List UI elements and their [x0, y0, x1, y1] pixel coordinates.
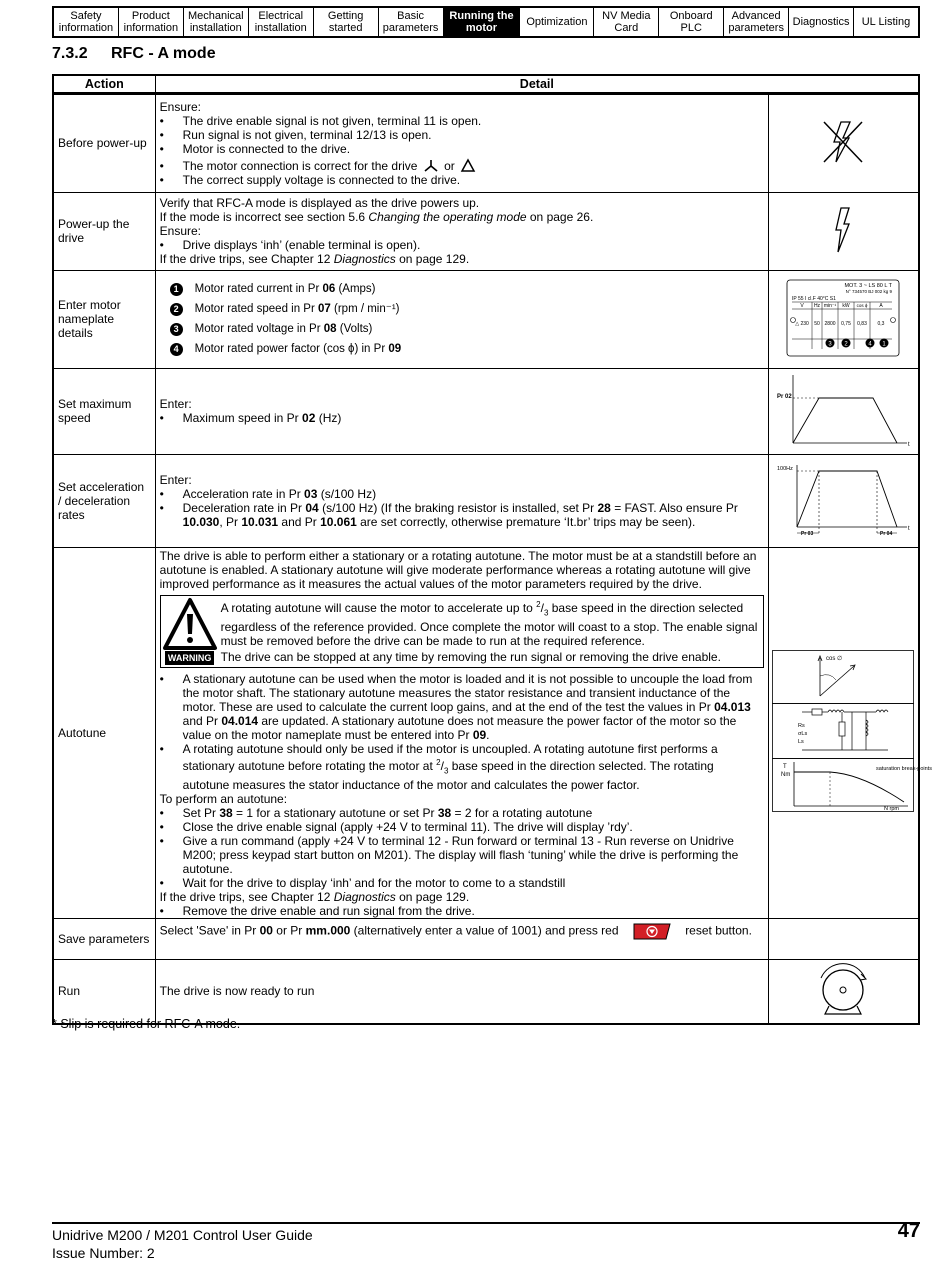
section-heading [52, 45, 216, 63]
autotune-intro: The drive is able to perform either a stationary or a rotating autotune. The motor must be at a standstill before an autotune is enabled. A stationary autotune will give moderate performance whereas a rotating autotune will give improved performance as it measures the actual values of the motor parameters required by the drive. [159, 548, 757, 591]
svg-text:cos ∅: cos ∅ [826, 656, 843, 663]
svg-text:kW: kW [842, 302, 850, 309]
svg-text:cos ϕ: cos ϕ [856, 302, 868, 308]
svg-text:Rs: Rs [798, 723, 806, 730]
action-label: Set acceleration / deceleration rates [53, 454, 155, 547]
svg-text:50: 50 [814, 320, 821, 327]
tab-optimization[interactable]: Optimization [520, 8, 594, 36]
svg-text:100Hz: 100Hz [777, 466, 794, 472]
figure-cell [768, 192, 919, 270]
svg-text:0,83: 0,83 [857, 320, 868, 327]
no-power-icon [822, 118, 864, 166]
motor-running-icon [815, 962, 871, 1018]
ramp-rate-graph [773, 459, 913, 539]
tab-product-information[interactable]: Product information [119, 8, 184, 36]
detail-text: If the drive trips, see Chapter 12 Diagnostics on page 129. [159, 252, 470, 266]
svg-text:Pr 02: Pr 02 [777, 393, 792, 400]
figure-cell [768, 368, 919, 454]
footnote: * Slip is required for RFC-A mode. [52, 1017, 241, 1031]
svg-text:N rpm: N rpm [884, 806, 900, 813]
svg-text:σLs: σLs [798, 731, 808, 738]
detail: The drive is now ready to run [155, 959, 768, 1024]
reset-button-icon [632, 923, 672, 940]
action-label: Before power-up [53, 93, 155, 192]
tab-nv-media-card[interactable]: NV Media Card [594, 8, 659, 36]
list-item: • Motor is connected to the drive. [160, 142, 764, 156]
detail-text: If the drive trips, see Chapter 12 Diagnostics on page 129. [159, 889, 470, 904]
section-number: 7.3.2 [52, 45, 88, 62]
detail-text: Enter: [159, 397, 192, 411]
svg-text:T: T [783, 764, 787, 771]
step-item: 1 Motor rated current in Pr 06 (Amps) [160, 282, 764, 296]
svg-text:2800: 2800 [824, 320, 836, 327]
detail-text: Enter: [159, 472, 192, 487]
footer-info [52, 1226, 313, 1262]
svg-text:0,3: 0,3 [877, 320, 885, 327]
list-item [160, 156, 764, 173]
svg-text:4: 4 [868, 341, 872, 347]
figure-cell [768, 93, 919, 192]
figure-cell [768, 547, 933, 918]
step-number: 4 [170, 343, 183, 356]
list-item: • Drive displays ‘inh’ (enable terminal is open). [160, 238, 764, 252]
list-item-text: The motor connection is correct for the drive [182, 158, 418, 173]
row-max-speed [53, 368, 919, 454]
list-item: • The drive enable signal is not given, terminal 11 is open. [160, 114, 764, 128]
svg-text:A: A [879, 302, 883, 309]
svg-text:min⁻¹: min⁻¹ [824, 302, 837, 309]
tab-running-the-motor[interactable]: Running the motor [444, 8, 521, 36]
detail [155, 192, 768, 270]
svg-text:Pr 03: Pr 03 [801, 531, 814, 537]
warning-label: WARNING [165, 651, 215, 665]
row-run [53, 959, 919, 1024]
tab-basic-parameters[interactable]: Basic parameters [379, 8, 444, 36]
svg-text:2: 2 [844, 341, 848, 347]
list-item: • A stationary autotune can be used when the motor is loaded and it is not possible to uncouple the load from the motor shaft. The stationary autotune measures the stator resistance and transient inductance of the motor. These are used to calculate the current loop gains, and at the end of the test the values in Pr 04.013 and Pr 04.014 are updated. A stationary autotune does not measure the power factor of the motor so the value on the motor nameplate must be entered into Pr 09. [160, 672, 764, 742]
tab-diagnostics[interactable]: Diagnostics [789, 8, 854, 36]
list-item: • Deceleration rate in Pr 04 (s/100 Hz) (If the braking resistor is installed, set Pr 28 = FAST. Also ensure Pr 10.030, Pr 10.031 and Pr 10.061 are set correctly, otherwise premature ‘It.br’ trips may be seen). [160, 501, 764, 529]
list-item: • Give a run command (apply +24 V to terminal 12 - Run forward or terminal 13 - Run reverse on Unidrive M200; press keypad start button on M201). The display will flash ‘tuning’ while the drive is performing the autotune. [160, 834, 764, 876]
row-before-power-up [53, 93, 919, 192]
detail: Select 'Save' in Pr 00 or Pr mm.000 (alternatively enter a value of 1001) and press red reset button. [155, 918, 768, 959]
action-label: Autotune [53, 547, 155, 918]
svg-text:0,75: 0,75 [841, 320, 852, 327]
list-item: • Acceleration rate in Pr 03 (s/100 Hz) [160, 487, 764, 501]
tab-mechanical-installation[interactable]: Mechanical installation [184, 8, 249, 36]
svg-text:Nm: Nm [781, 772, 791, 779]
guide-title: Unidrive M200 / M201 Control User Guide [52, 1227, 313, 1243]
step-item: 3 Motor rated voltage in Pr 08 (Volts) [160, 322, 764, 336]
step-number: 1 [170, 283, 183, 296]
figure-cell [768, 454, 919, 547]
warning-text: A rotating autotune will cause the motor to accelerate up to $^2/_3$ base speed in the direction selected regardless of the reference provided. Once complete the motor will coast to a stop. The enable signal must be removed before the drive can be made to run at the required reference. The drive can be stopped at any time by removing the run signal or removing the drive enable. [220, 599, 758, 664]
figure-cell [768, 959, 919, 1024]
row-autotune [53, 547, 919, 918]
svg-text:Ls: Ls [798, 739, 805, 746]
autotune-figure [772, 650, 933, 813]
motor-nameplate-figure [786, 279, 900, 357]
tab-safety-information[interactable]: Safety information [54, 8, 119, 36]
figure-cell [768, 270, 919, 368]
warning-icon [163, 598, 217, 650]
list-item: • Maximum speed in Pr 02 (Hz) [160, 411, 764, 425]
header-action: Action [53, 75, 155, 93]
list-item: • The correct supply voltage is connected to the drive. [160, 173, 764, 187]
detail [155, 454, 768, 547]
tab-onboard-plc[interactable]: Onboard PLC [659, 8, 724, 36]
step-item: 4 Motor rated power factor (cos ϕ) in Pr 09 [160, 342, 764, 356]
issue-number: Issue Number: 2 [52, 1245, 155, 1261]
tab-electrical-installation[interactable]: Electrical installation [249, 8, 314, 36]
header-detail: Detail [155, 75, 919, 93]
section-title: RFC - A mode [111, 45, 216, 62]
list-item: • Close the drive enable signal (apply +24 V to terminal 11). The drive will display ’rdy’. [160, 820, 764, 834]
power-bolt-icon [833, 206, 853, 254]
footer-divider [52, 1222, 920, 1224]
tab-getting-started[interactable]: Getting started [314, 8, 379, 36]
detail [155, 547, 768, 918]
detail-text: Ensure: [159, 224, 201, 238]
action-label: Run [53, 959, 155, 1024]
detail-text: Verify that RFC-A mode is displayed as the drive powers up. [159, 196, 480, 210]
warning-box [160, 595, 764, 668]
action-label: Set maximum speed [53, 368, 155, 454]
svg-text:1: 1 [882, 341, 886, 347]
list-item: • A rotating autotune should only be used if the motor is uncoupled. A rotating autotune first performs a stationary autotune before rotating the motor at $^2/_3$ base speed in the direction selected. The rotating autotune measures the stator inductance of the motor and calculates the power factor. [160, 742, 764, 792]
detail-text: If the mode is incorrect see section 5.6 Changing the operating mode on page 26. [159, 210, 594, 224]
svg-text:saturation break-points: saturation break-points [876, 766, 933, 773]
svg-text:3: 3 [828, 341, 832, 347]
detail [155, 93, 768, 192]
row-nameplate [53, 270, 919, 368]
star-connection-icon [423, 159, 439, 172]
row-save [53, 918, 919, 959]
action-label: Enter motor nameplate details [53, 270, 155, 368]
max-speed-graph [773, 371, 913, 449]
svg-text:Hz: Hz [814, 302, 821, 309]
tab-ul-listing[interactable]: UL Listing [861, 16, 911, 28]
list-item: • Remove the drive enable and run signal from the drive. [160, 904, 764, 918]
warning-icon-block [161, 596, 219, 667]
action-label: Power-up the drive [53, 192, 155, 270]
list-item: • Set Pr 38 = 1 for a stationary autotune or set Pr 38 = 2 for a rotating autotune [160, 806, 764, 820]
detail [155, 368, 768, 454]
svg-text:IP 55 I cl.F 40°C S1: IP 55 I cl.F 40°C S1 [792, 295, 837, 302]
or-text: or [444, 158, 455, 173]
svg-text:t: t [908, 441, 910, 448]
detail [155, 270, 768, 368]
page-number: 47 [897, 1220, 920, 1242]
svg-text:△ 230: △ 230 [795, 320, 810, 327]
chapter-nav [52, 6, 920, 38]
delta-connection-icon [461, 159, 475, 172]
procedure-table [52, 74, 933, 1025]
svg-text:V: V [800, 302, 804, 309]
figure-cell [768, 918, 919, 959]
svg-text:t: t [908, 526, 910, 532]
step-number: 3 [170, 323, 183, 336]
tab-advanced-parameters[interactable]: Advanced parameters [724, 8, 789, 36]
step-number: 2 [170, 303, 183, 316]
list-item: • Wait for the drive to display ‘inh’ and for the motor to come to a standstill [160, 876, 764, 890]
row-power-up [53, 192, 919, 270]
row-acceleration [53, 454, 919, 547]
list-item: • Run signal is not given, terminal 12/13 is open. [160, 128, 764, 142]
svg-text:N° 734570 BJ 002 kg 9: N° 734570 BJ 002 kg 9 [845, 288, 893, 294]
svg-text:MOT. 3 ~ LS 80 L T: MOT. 3 ~ LS 80 L T [844, 282, 893, 289]
detail-text: Ensure: [159, 99, 201, 114]
detail-text: To perform an autotune: [159, 791, 288, 806]
action-label: Save parameters [53, 918, 155, 959]
svg-text:Pr 04: Pr 04 [880, 531, 893, 537]
step-item: 2 Motor rated speed in Pr 07 (rpm / min⁻¹) [160, 302, 764, 316]
